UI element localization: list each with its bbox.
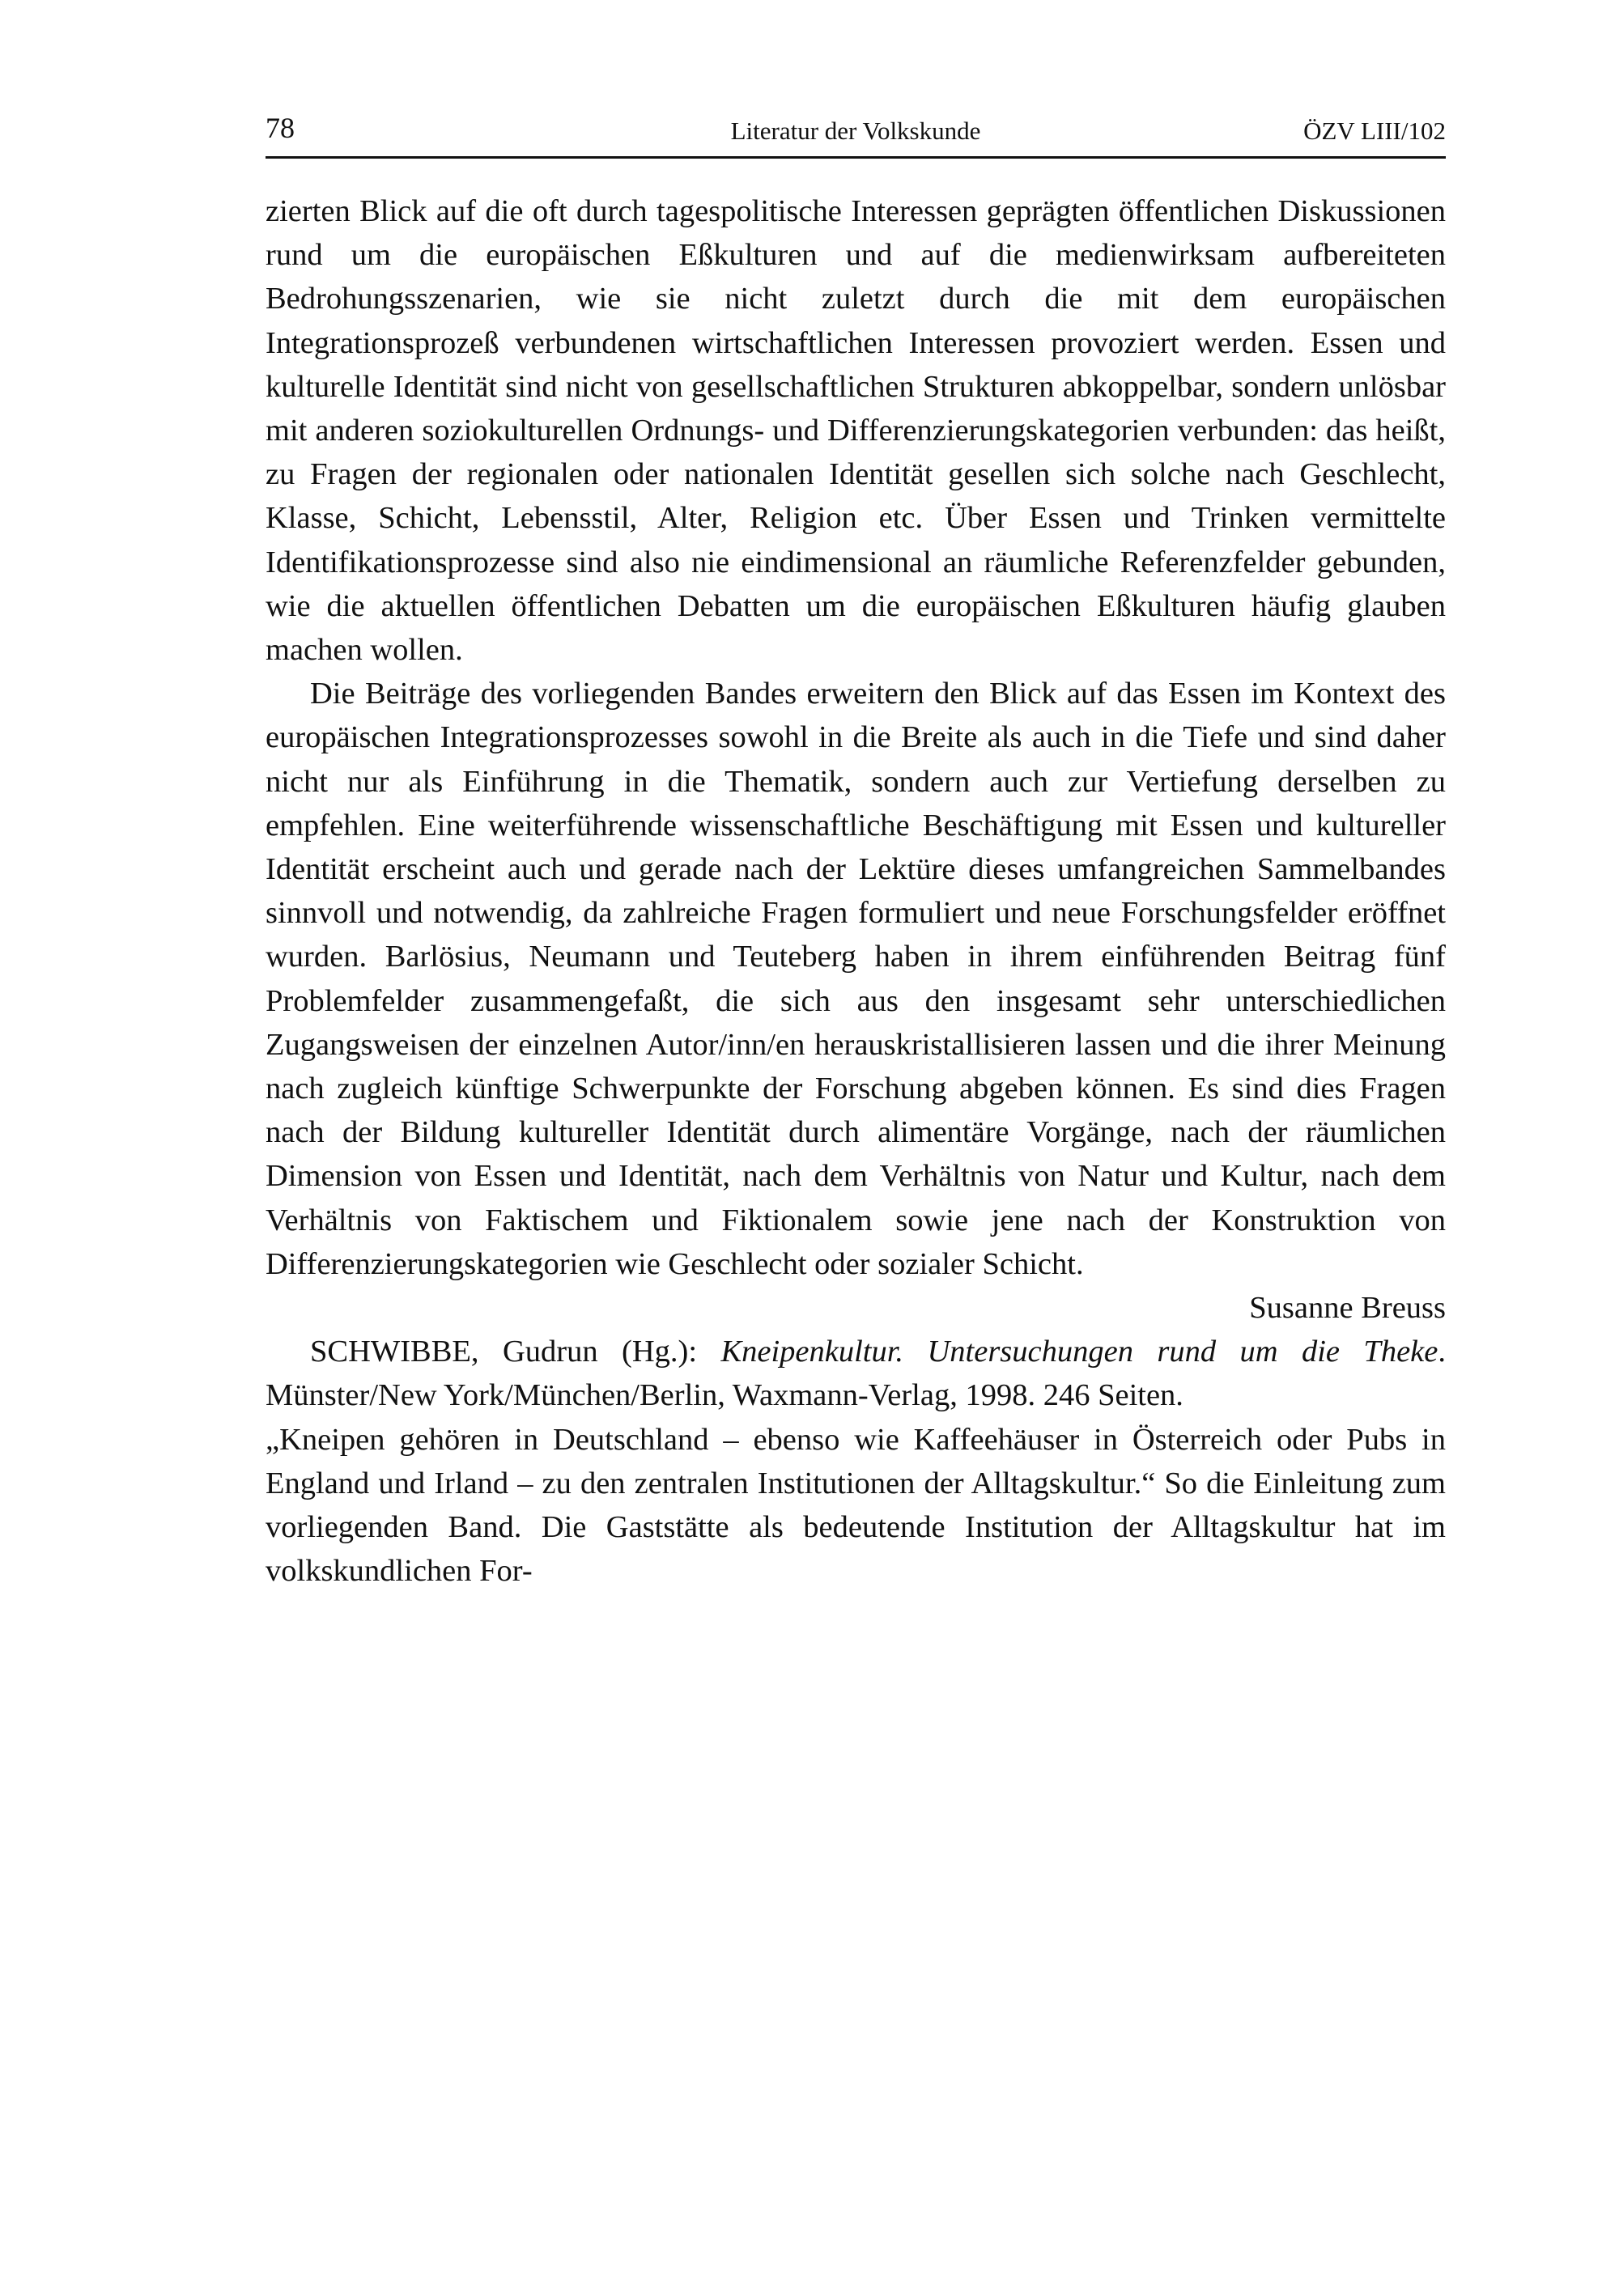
reviewer-signature: Susanne Breuss	[1249, 1291, 1446, 1326]
page-number: 78	[266, 112, 295, 144]
body-text	[266, 189, 1446, 1594]
section-title: Literatur der Volkskunde	[730, 117, 981, 145]
journal-reference: ÖZV LIII/102	[1303, 117, 1446, 145]
document-page	[266, 105, 1446, 1594]
review2-citation	[266, 1330, 1446, 1417]
citation-author: SCHWIBBE, Gudrun (Hg.):	[310, 1335, 721, 1369]
review1-paragraph-1: zierten Blick auf die oft durch tagespolitische Interessen geprägten öffentlichen Diskussionen rund um die europäischen Eßkulturen und auf die medienwirksam aufbereiteten Bedrohungsszenarien, wie sie nicht zuletzt durch die mit dem europäischen Integrationsprozeß verbundenen wirtschaftlichen Interessen provoziert werden. Essen und kulturelle Identität sind nicht von gesellschaftlichen Strukturen abkoppelbar, sondern unlösbar mit anderen soziokulturellen Ordnungs- und Differenzierungskategorien verbunden: das heißt, zu Fragen der regionalen oder nationalen Identität gesellen sich solche nach Geschlecht, Klasse, Schicht, Lebensstil, Alter, Religion etc. Über Essen und Trinken vermittelte Identifikationsprozesse sind also nie eindimensional an räumliche Referenzfelder gebunden, wie die aktuellen öffentlichen Debatten um die europäischen Eßkulturen häufig glauben machen wollen.	[266, 194, 1446, 668]
review1-paragraph-2: Die Beiträge des vorliegenden Bandes erweitern den Blick auf das Essen im Kontext des europäischen Integrationsprozesses sowohl in die Breite als auch in die Tiefe und sind daher nicht nur als Einführung in die Thematik, sondern auch zur Vertiefung derselben zu empfehlen. Eine weiterführende wissenschaftliche Beschäftigung mit Essen und kultureller Identität erscheint auch und gerade nach der Lektüre dieses umfangreichen Sammelbandes sinnvoll und notwendig, da zahlreiche Fragen formuliert und neue Forschungsfelder eröffnet wurden. Barlösius, Neumann und Teuteberg haben in ihrem einführenden Beitrag fünf Problemfelder zusammengefaßt, die sich aus den insgesamt sehr unterschiedlichen Zugangsweisen der einzelnen Autor/inn/en herauskristallisieren lassen und die ihrer Meinung nach zugleich künftige Schwerpunkte der Forschung abgeben können. Es sind dies Fragen nach der Bildung kultureller Identität durch alimentäre Vorgänge, nach der räumlichen Dimension von Essen und Identität, nach dem Verhältnis von Natur und Kultur, nach dem Verhältnis von Faktischem und Fiktionalem sowie jene nach der Konstruktion von Differenzierungskategorien wie Geschlecht oder sozialer Schicht.	[266, 677, 1446, 1281]
header-rule	[266, 156, 1446, 159]
citation-publication: . Münster/New York/München/Berlin, Waxmann-Verlag, 1998. 246 Seiten.	[266, 1335, 1446, 1413]
review2-paragraph-1: „Kneipen gehören in Deutschland – ebenso wie Kaffeehäuser in Österreich oder Pubs in England und Irland – zu den zentralen Institutionen der Alltagskultur.“ So die Einleitung zum vorliegenden Band. Die Gaststätte als bedeutende Institution der Alltagskultur hat im volkskundlichen For-	[266, 1422, 1446, 1589]
citation-title: Kneipenkultur. Untersuchungen rund um die Theke	[720, 1335, 1438, 1369]
running-head	[266, 105, 1446, 154]
